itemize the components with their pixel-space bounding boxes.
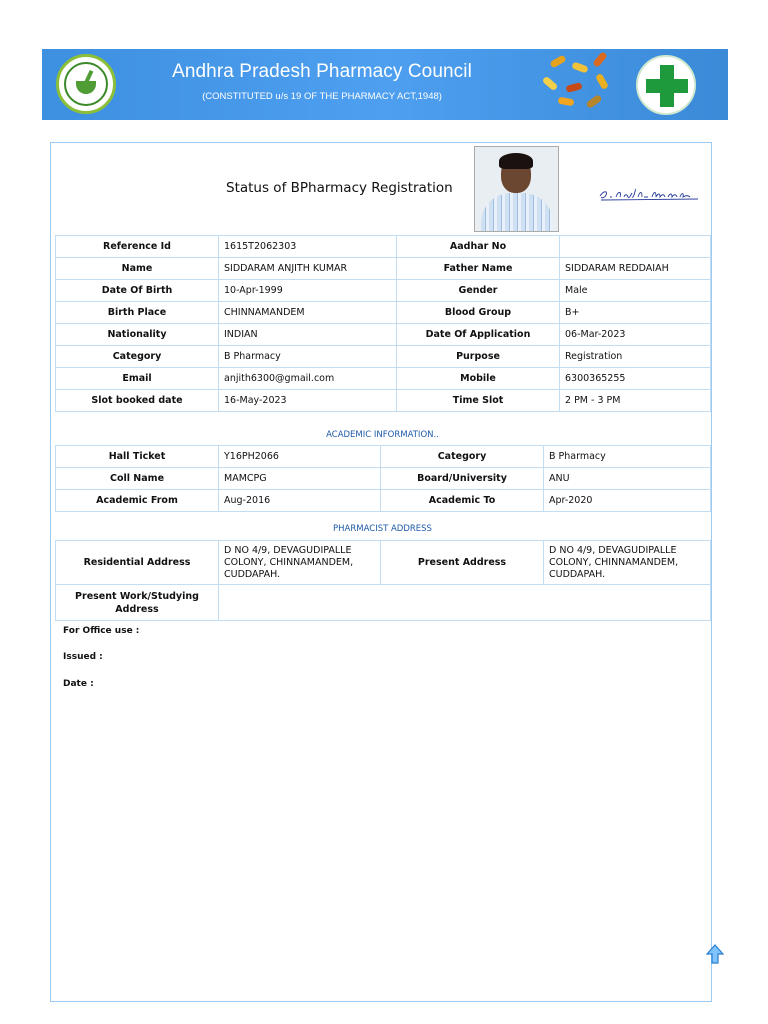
- field-label: Category: [56, 346, 219, 368]
- table-row: [56, 490, 711, 512]
- table-row: [56, 324, 711, 346]
- issued-label: Issued :: [63, 652, 103, 662]
- field-value: Y16PH2066: [219, 446, 381, 468]
- table-row: [56, 236, 711, 258]
- field-label: Category: [381, 446, 544, 468]
- field-label: Academic To: [381, 490, 544, 512]
- field-label: Reference Id: [56, 236, 219, 258]
- page-title: Status of BPharmacy Registration: [226, 180, 453, 196]
- capsules-decoration-icon: [502, 54, 622, 114]
- field-value: Apr-2020: [544, 490, 711, 512]
- field-label: Nationality: [56, 324, 219, 346]
- field-value: [560, 236, 711, 258]
- field-value: CHINNAMANDEM: [219, 302, 397, 324]
- table-row: [56, 346, 711, 368]
- field-label: Academic From: [56, 490, 219, 512]
- applicant-photo: [474, 146, 559, 232]
- field-value: ANU: [544, 468, 711, 490]
- field-value: Male: [560, 280, 711, 302]
- field-label: Gender: [397, 280, 560, 302]
- field-value: B Pharmacy: [219, 346, 397, 368]
- field-label: Date Of Birth: [56, 280, 219, 302]
- field-label: Board/University: [381, 468, 544, 490]
- field-label: Residential Address: [56, 541, 219, 585]
- field-label: Name: [56, 258, 219, 280]
- table-row: [56, 368, 711, 390]
- academic-info-table: [55, 445, 711, 512]
- field-label: Purpose: [397, 346, 560, 368]
- pharmacist-address-table: [55, 540, 711, 621]
- field-value: 06-Mar-2023: [560, 324, 711, 346]
- field-label: Email: [56, 368, 219, 390]
- field-value: 10-Apr-1999: [219, 280, 397, 302]
- field-value: Aug-2016: [219, 490, 381, 512]
- work-address-value: [219, 585, 711, 621]
- council-title: Andhra Pradesh Pharmacy Council: [172, 61, 472, 82]
- field-label: Slot booked date: [56, 390, 219, 412]
- table-row: [56, 258, 711, 280]
- table-row: [56, 468, 711, 490]
- academic-section-heading: ACADEMIC INFORMATION..: [326, 430, 439, 440]
- table-row: [56, 585, 711, 621]
- field-label: Hall Ticket: [56, 446, 219, 468]
- header-banner: [42, 49, 728, 120]
- medical-cross-icon: [636, 55, 696, 115]
- table-row: [56, 302, 711, 324]
- field-label: Aadhar No: [397, 236, 560, 258]
- date-label: Date :: [63, 679, 94, 689]
- address-section-heading: PHARMACIST ADDRESS: [333, 524, 432, 534]
- field-value: 1615T2062303: [219, 236, 397, 258]
- field-label: Father Name: [397, 258, 560, 280]
- field-value: B Pharmacy: [544, 446, 711, 468]
- field-value: Registration: [560, 346, 711, 368]
- field-value: MAMCPG: [219, 468, 381, 490]
- table-row: [56, 390, 711, 412]
- field-label: Time Slot: [397, 390, 560, 412]
- field-label: Birth Place: [56, 302, 219, 324]
- field-value: anjith6300@gmail.com: [219, 368, 397, 390]
- field-label: Present Work/Studying Address: [56, 585, 219, 621]
- office-use-label: For Office use :: [63, 626, 140, 636]
- table-row: [56, 541, 711, 585]
- scroll-to-top-arrow-icon[interactable]: [706, 944, 724, 964]
- field-value: B+: [560, 302, 711, 324]
- field-value: 6300365255: [560, 368, 711, 390]
- field-value: INDIAN: [219, 324, 397, 346]
- field-label: Coll Name: [56, 468, 219, 490]
- table-row: [56, 446, 711, 468]
- pharmacy-council-seal-icon: [56, 54, 116, 114]
- field-label: Present Address: [381, 541, 544, 585]
- field-value: SIDDARAM REDDAIAH: [560, 258, 711, 280]
- council-subtitle: (CONSTITUTED u/s 19 OF THE PHARMACY ACT,1948): [202, 91, 442, 102]
- table-row: [56, 280, 711, 302]
- residential-address-value: D NO 4/9, DEVAGUDIPALLE COLONY, CHINNAMANDEM, CUDDAPAH.: [219, 541, 381, 585]
- field-value: SIDDARAM ANJITH KUMAR: [219, 258, 397, 280]
- field-value: 16-May-2023: [219, 390, 397, 412]
- applicant-signature: [598, 185, 704, 203]
- present-address-value: D NO 4/9, DEVAGUDIPALLE COLONY, CHINNAMANDEM, CUDDAPAH.: [544, 541, 711, 585]
- field-label: Mobile: [397, 368, 560, 390]
- personal-details-table: [55, 235, 711, 412]
- field-value: 2 PM - 3 PM: [560, 390, 711, 412]
- field-label: Date Of Application: [397, 324, 560, 346]
- field-label: Blood Group: [397, 302, 560, 324]
